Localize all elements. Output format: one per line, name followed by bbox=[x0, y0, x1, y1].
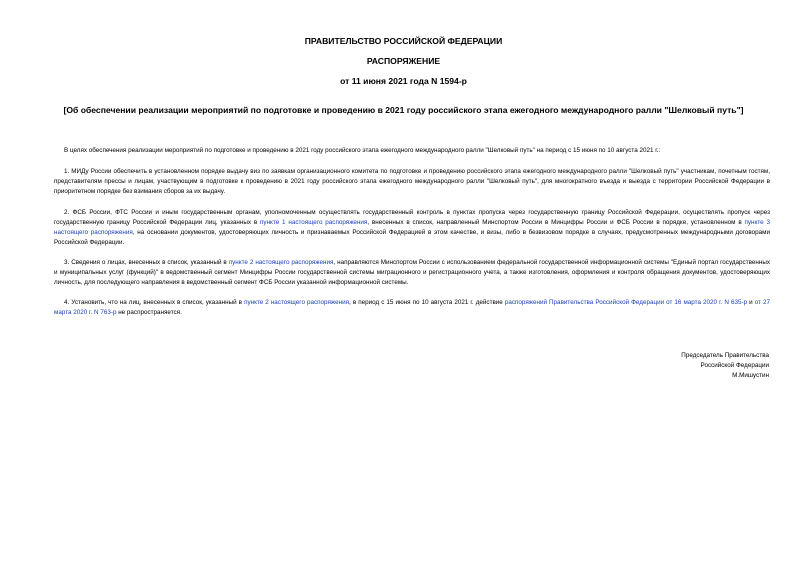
header-date-number: от 11 июня 2021 года N 1594-р bbox=[340, 76, 467, 86]
signature-country: Российской Федерации bbox=[700, 362, 769, 369]
link-order-763[interactable]: от 27 марта 2020 г. N 763-р bbox=[54, 299, 771, 316]
paragraph-3 bbox=[54, 258, 770, 288]
document-title: [Об обеспечении реализации мероприятий по подготовке и проведению в 2021 году российского этапа ежегодного международного ралли "Шелковый путь"] bbox=[63, 105, 744, 115]
paragraph-2-text-a: 2. ФСБ России, ФТС России и иным государственным органам, уполномоченным осуществлять государственный контроль в пунктах пропуска через государственную границу Российской Федерации, осуществлять пропуск через государственную границу Российской Федерации лиц, указанных в bbox=[54, 209, 770, 226]
paragraph-4-text-d: не распространяется. bbox=[116, 309, 182, 316]
paragraph-1 bbox=[54, 167, 770, 197]
link-order-635[interactable]: распоряжений Правительства Российской Федерации от 16 марта 2020 г. N 635-р bbox=[504, 299, 748, 306]
link-point-2[interactable]: пункте 2 настоящего распоряжения bbox=[228, 259, 334, 266]
paragraph-3-text-b: , направляются Минспортом России с использованием федеральной государственной информационной системы "Единый портал государственных и муниципальных услуг (функций)" в ведомственный сегмент Минцифры России государственной системы миграционного и регистрационного учета, а также изготовления, оформления и контроля обращения документов, удостоверяющих личность, для последующего направления в ведомственный сегмент ФСБ России указанной информационной системы. bbox=[54, 259, 770, 286]
header-doc-type: РАСПОРЯЖЕНИЕ bbox=[366, 56, 441, 66]
paragraph-2 bbox=[54, 208, 770, 248]
link-point-3[interactable]: пункте 3 настоящего распоряжения bbox=[54, 219, 771, 236]
link-point-1[interactable]: пункте 1 настоящего распоряжения bbox=[260, 219, 368, 226]
link-point-2-second[interactable]: пункте 2 настоящего распоряжения bbox=[244, 299, 350, 306]
paragraph-4-text-c: и bbox=[747, 299, 755, 306]
signature-name: М.Мишустин bbox=[732, 372, 769, 379]
header-org: ПРАВИТЕЛЬСТВО РОССИЙСКОЙ ФЕДЕРАЦИИ bbox=[304, 36, 503, 46]
paragraph-2-text-c: , на основании документов, удостоверяющих личность и признаваемых Российской Федерацией в этом качестве, и визы, либо в безвизовом порядке в случаях, предусмотренных международными договорами Российской Федерации. bbox=[54, 229, 770, 246]
paragraph-4-text-a: 4. Установить, что на лиц, внесенных в список, указанный в bbox=[64, 299, 245, 306]
signature-position: Председатель Правительства bbox=[681, 352, 769, 359]
paragraph-4 bbox=[54, 298, 770, 318]
paragraph-1-text: 1. МИДу России обеспечить в установленном порядке выдачу виз по заявкам организационного комитета по подготовке и проведению российского этапа ежегодного международного ралли "Шелковый путь" участникам, почетным гостям, представителям прессы и лицам, участвующим в подготовке к проведению в 2021 году российского этапа ежегодного международного ралли "Шелковый путь", для многократного въезда и выезда с территории Российской Федерации в приоритетном порядке без взимания сборов за их выдачу. bbox=[54, 168, 770, 195]
paragraph-4-text-b: , в период с 15 июня по 10 августа 2021 г. действие bbox=[349, 299, 505, 306]
paragraph-2-text-b: , внесенных в список, направленный Минспортом России в Минцифры России и ФСБ России в порядке, установленном в bbox=[367, 219, 745, 226]
paragraph-3-text-a: 3. Сведения о лицах, внесенных в список, указанный в bbox=[64, 259, 229, 266]
intro-paragraph: В целях обеспечения реализации мероприятий по подготовке и проведению в 2021 году российского этапа ежегодного международного ралли "Шелковый путь" на период с 15 июня по 10 августа 2021 г.: bbox=[64, 147, 661, 154]
